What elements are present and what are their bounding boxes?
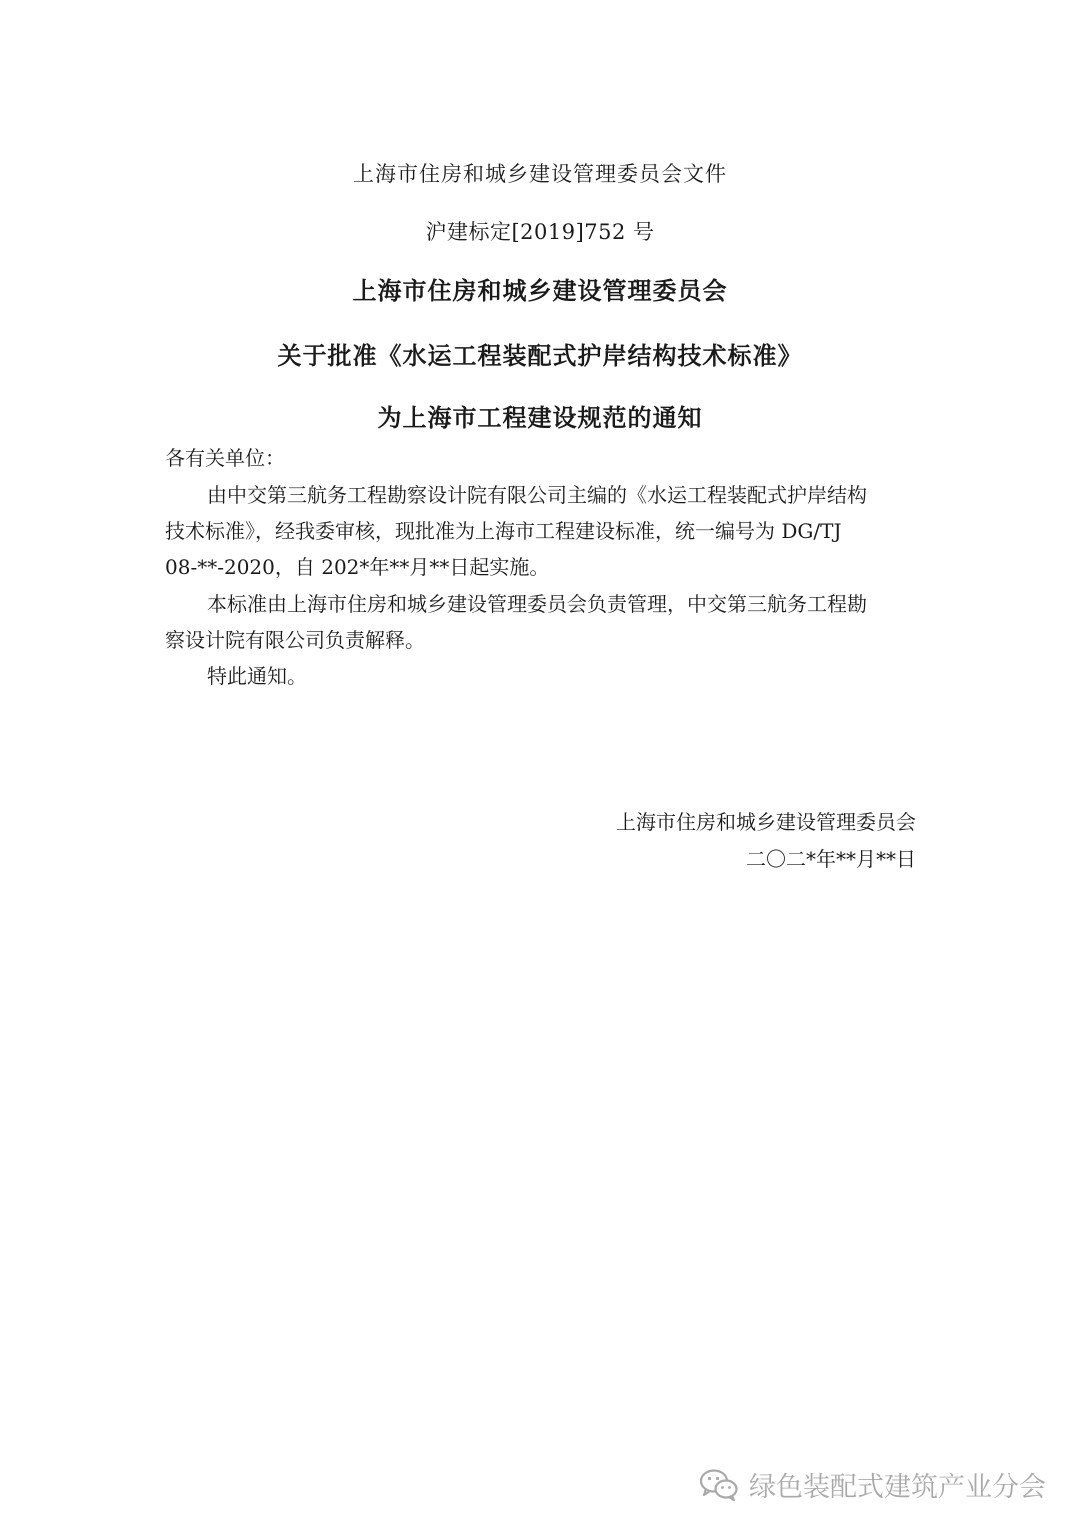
paragraph-1-line-1: 由中交第三航务工程勘察设计院有限公司主编的《水运工程装配式护岸结构 bbox=[207, 483, 867, 507]
salutation: 各有关单位： bbox=[165, 446, 285, 470]
title-line-1: 上海市住房和城乡建设管理委员会 bbox=[352, 277, 728, 305]
paragraph-2-line-1: 本标准由上海市住房和城乡建设管理委员会负责管理，中交第三航务工程勘 bbox=[207, 592, 867, 616]
document-number: 沪建标定[2019]752 号 bbox=[425, 220, 655, 244]
watermark-text: 绿色装配式建筑产业分会 bbox=[749, 1472, 1046, 1503]
watermark bbox=[699, 1465, 1046, 1504]
signature-date: 二〇二*年**月**日 bbox=[746, 847, 916, 871]
signature-organization: 上海市住房和城乡建设管理委员会 bbox=[616, 810, 916, 834]
paragraph-1-line-3: 08-**-2020，自 202*年**月**日起实施。 bbox=[165, 555, 550, 579]
wechat-icon bbox=[699, 1468, 739, 1502]
title-line-2: 关于批准《水运工程装配式护岸结构技术标准》 bbox=[277, 342, 803, 370]
paragraph-1-line-2: 技术标准》，经我委审核，现批准为上海市工程建设标准，统一编号为 DG/TJ bbox=[165, 519, 842, 543]
closing-line: 特此通知。 bbox=[207, 664, 307, 688]
paragraph-2-line-2: 察设计院有限公司负责解释。 bbox=[165, 628, 425, 652]
title-line-3: 为上海市工程建设规范的通知 bbox=[377, 404, 703, 432]
issuer-header: 上海市住房和城乡建设管理委员会文件 bbox=[353, 162, 727, 186]
